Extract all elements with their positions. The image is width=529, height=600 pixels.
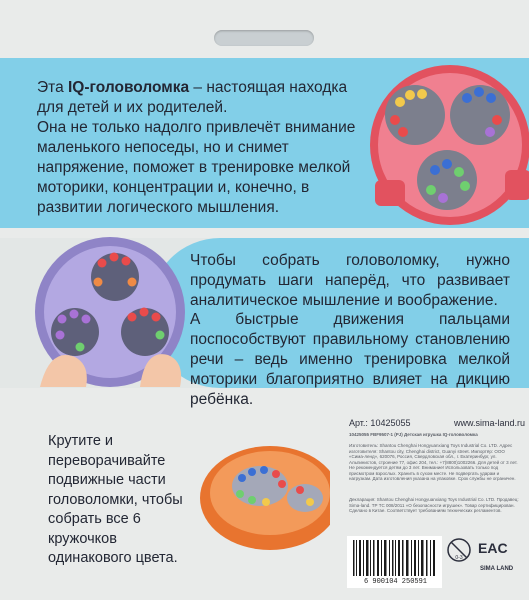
middle-paragraph-1: Чтобы собрать головоломку, нужно продумать шаги наперёд, что развивает аналитическое мышление и воображение. [190,252,510,309]
age-restriction-icon [447,538,471,562]
eac-mark: EAC [478,540,508,556]
barcode-number: 6 900104 250591 [363,578,427,586]
instruction-paragraph: Крутите и переворачивайте подвижные части головоломки, чтобы собрать все 6 кружочков одинакового цвета. [48,433,183,566]
middle-paragraph-2: А быстрые движения пальцами поспособствуют правильному становлению речи – ведь именно тренировка мелкой моторики благоприятно влияет на дикцию ребёнка. [190,311,510,408]
purple-puzzle-in-hands-image [20,237,190,387]
svg-text:0-3: 0-3 [455,555,463,561]
fine-print-manufacturer: Изготовитель: Shantou Chenghai Hongyuanxiang Toys Industrial Co. LTD. Адрес изготовителя: Shantou city, Chenghai district, Guanyi street. Импортёр: ООО «Сима-ленд», 620076, Россия, Свердловская обл., г. Екатеринбург, ул. Альпинистов, строение 77, офис 204, тел.: +7(8800)1002266. Для детей от 3 лет. Не рекомендуется детям до 3 лет. Внимание! Использовать только под присмотром взрослых. Хранить в сухом месте. Не подвергать ударам и нагрузкам. Дата изготовления указана на упаковке. Срок службы не ограничен. [349,443,518,481]
fine-print-title: 10425055 FBF9507-1 (PJ) Детская игрушка IQ-головоломка [349,432,478,437]
orange-puzzle-closeup-image [200,438,330,558]
puzzle-name: IQ-головоломка [68,79,190,96]
intro-heading-text: Эта IQ-головоломка – настоящая находка для детей и их родителей. [37,79,348,116]
hang-hole [214,30,314,46]
fine-print-declaration: Декларация: Shantou Chenghai Hongyuanxiang Toys Industrial Co. LTD. Продавец: Sima-land. ТР ТС 008/2011 «О безопасности игрушек». Товар сертифицирован. Сделано в Китае. Соответствует требованиям технических регламентов. [349,497,519,513]
brand-logo: SIMA LAND [480,566,514,572]
pink-puzzle-image [355,60,529,230]
intro-paragraph: Она не только надолго привлечёт внимание маленького непоседы, но и снимет напряжение, поможет в тренировке мелкой моторики, концентрации и, конечно, в развитии логического мышления. [37,119,356,216]
article-number: Арт.: 10425055 [349,418,411,428]
website-link[interactable]: www.sima-land.ru [454,418,526,428]
